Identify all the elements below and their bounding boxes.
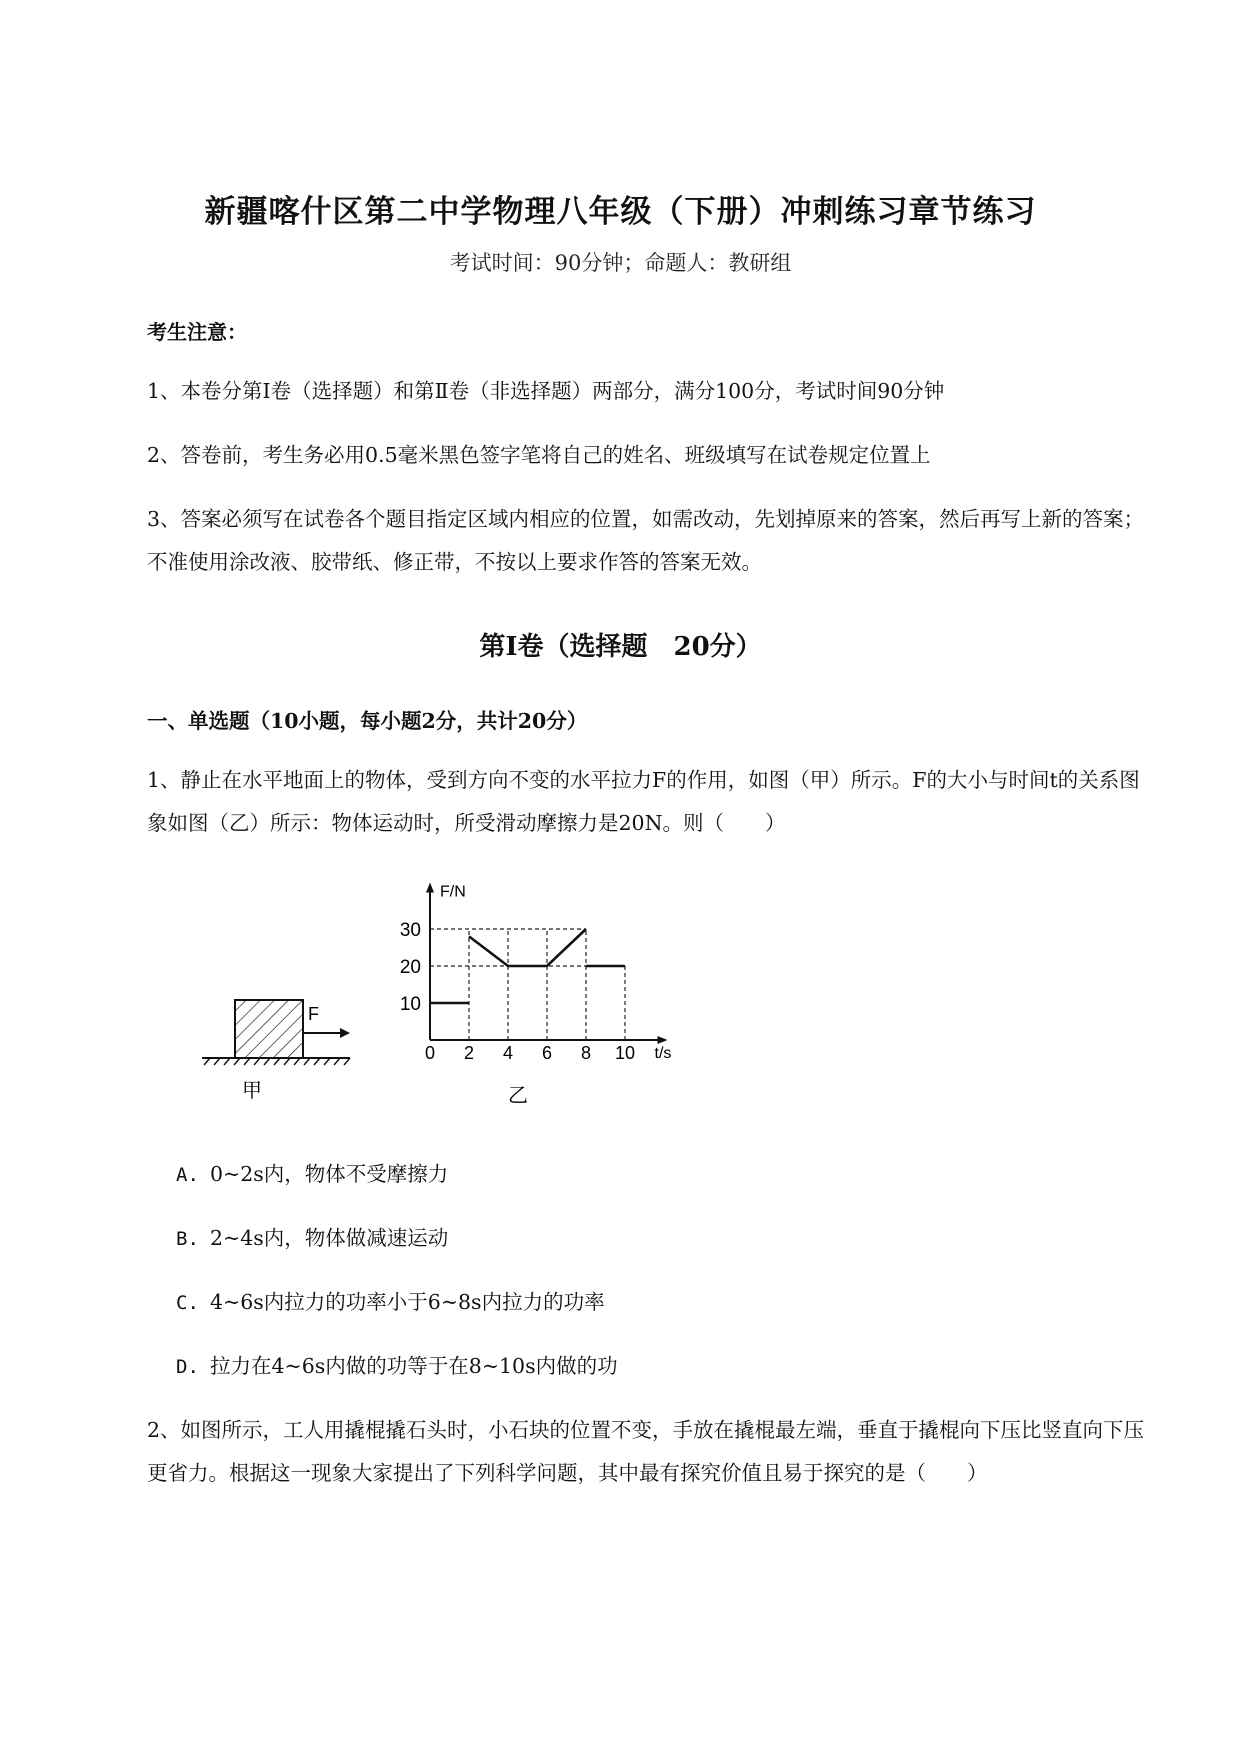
y-tick-labels (400, 920, 421, 1015)
force-time-chart (385, 875, 740, 1115)
x-tick-4: 4 (502, 1043, 514, 1063)
option-text: 拉力在4~6s内做的功等于在8~10s内做的功 (210, 1354, 618, 1378)
axes (426, 883, 668, 1045)
y-tick-20: 20 (399, 957, 421, 978)
arrow-head (340, 1028, 350, 1038)
option-text: 4~6s内拉力的功率小于6~8s内拉力的功率 (210, 1290, 605, 1314)
question-1-stem: 1、静止在水平地面上的物体，受到方向不变的水平拉力F的作用，如图（甲）所示。F的大小与时间t的关系图象如图（乙）所示：物体运动时，所受滑动摩擦力是20N。则（ ） (147, 768, 1140, 835)
guide-lines (430, 929, 625, 1040)
x-tick-2: 2 (463, 1043, 475, 1063)
option-b[interactable] (176, 1221, 448, 1251)
y-tick-30: 30 (399, 920, 421, 941)
x-tick-6: 6 (541, 1043, 553, 1063)
notice-item-1: 1、本卷分第Ⅰ卷（选择题）和第Ⅱ卷（非选择题）两部分，满分100分，考试时间90分钟 (147, 379, 945, 403)
option-c[interactable] (176, 1285, 605, 1315)
x-tick-labels (425, 1043, 635, 1063)
y-axis-arrow (426, 883, 434, 893)
figure-block-on-ground (190, 985, 370, 1105)
x-tick-8: 8 (580, 1043, 592, 1063)
section-title: 第Ⅰ卷（选择题 20分） (479, 632, 762, 662)
option-letter: C. (176, 1292, 199, 1314)
y-axis-label: F/N (440, 883, 466, 901)
ground-hatch (204, 1058, 350, 1065)
option-a[interactable] (176, 1157, 448, 1187)
option-letter: A. (176, 1164, 199, 1186)
figure-caption-yi: 乙 (508, 1085, 528, 1107)
question-2-stem: 2、如图所示，工人用撬棍撬石头时，小石块的位置不变，手放在撬棍最左端，垂直于撬棍向下压比竖直向下压更省力。根据这一现象大家提出了下列科学问题，其中最有探究价值且易于探究的是（ ） (147, 1418, 1145, 1485)
notice-item-2: 2、答卷前，考生务必用0.5毫米黑色签字笔将自己的姓名、班级填写在试卷规定位置上 (147, 443, 931, 467)
x-tick-10: 10 (614, 1043, 636, 1063)
block (235, 1000, 303, 1058)
option-d[interactable] (176, 1349, 618, 1379)
notice-item-3: 3、答案必须写在试卷各个题目指定区域内相应的位置，如需改动，先划掉原来的答案，然后再写上新的答案；不准使用涂改液、胶带纸、修正带，不按以上要求作答的答案无效。 (147, 507, 1145, 574)
x-tick-0: 0 (424, 1043, 436, 1063)
y-tick-10: 10 (399, 994, 421, 1015)
part-heading: 一、单选题（10小题，每小题2分，共计20分） (147, 709, 588, 733)
x-axis-arrow (658, 1036, 668, 1044)
option-letter: B. (176, 1228, 199, 1250)
option-text: 0~2s内，物体不受摩擦力 (210, 1162, 449, 1186)
force-segment-1 (469, 929, 586, 966)
x-axis-label: t/s (654, 1045, 672, 1062)
exam-subtitle: 考试时间：90分钟；命题人：教研组 (449, 251, 792, 275)
option-text: 2~4s内，物体做减速运动 (210, 1226, 449, 1250)
force-label: F (308, 1004, 319, 1024)
figure-caption-jia: 甲 (242, 1080, 262, 1102)
exam-title: 新疆喀什区第二中学物理八年级（下册）冲刺练习章节练习 (204, 194, 1037, 230)
option-letter: D. (176, 1356, 199, 1378)
notice-heading: 考生注意： (147, 320, 247, 344)
